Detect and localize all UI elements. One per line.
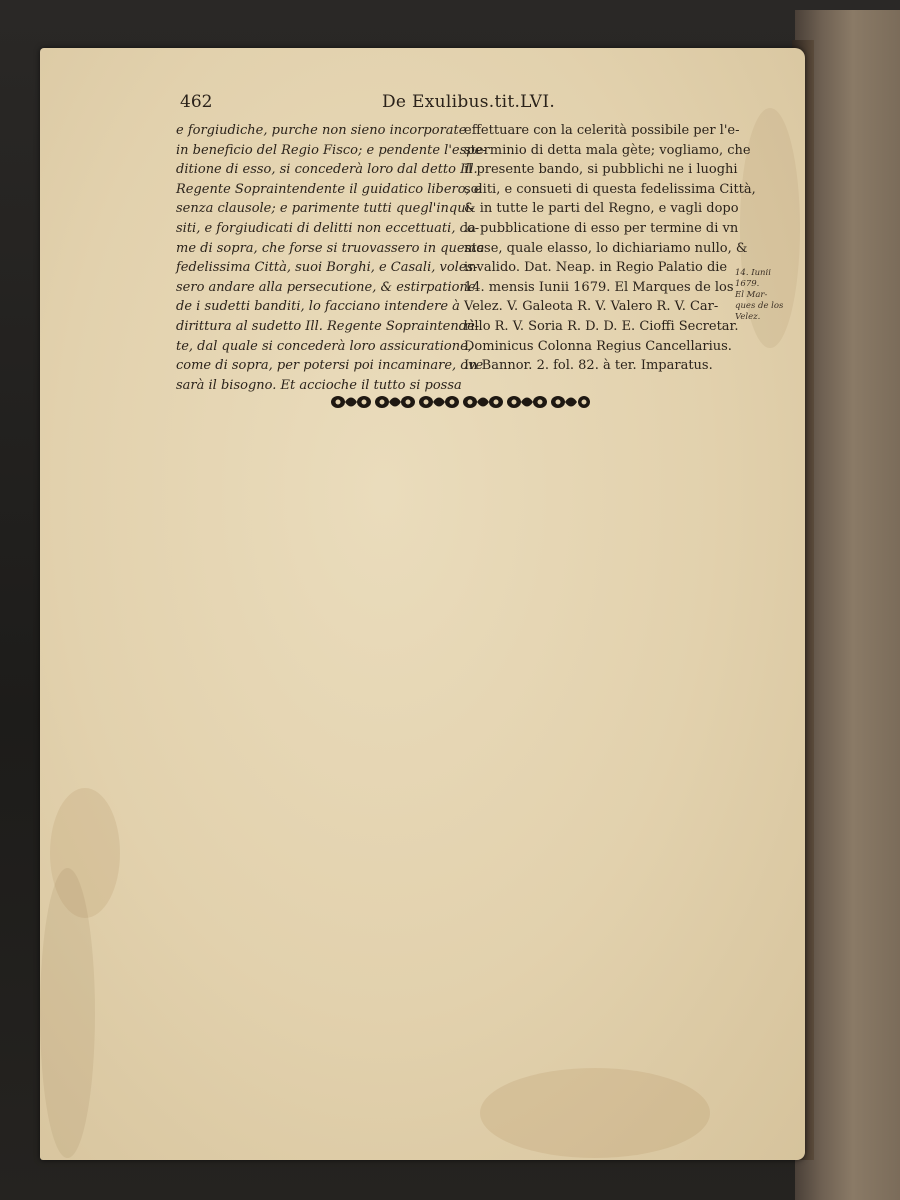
text-line: in beneficio del Regio Fisco; e pendente l'espe- (176, 142, 487, 158)
running-title: De Exulibus.tit.LVI. (382, 92, 556, 112)
text-line: Dominicus Colonna Regius Cancellarius. (464, 338, 732, 354)
left-text-column (176, 121, 487, 395)
water-stain (480, 1068, 710, 1158)
text-line: ditione di esso, si concederà loro dal detto Ill. (176, 162, 478, 178)
margin-note-line: 1679. (735, 279, 760, 289)
text-line: Regente Sopraintendente il guidatico libero, e (176, 181, 482, 197)
text-line: & in tutte le parti del Regno, e vagli dopo (464, 201, 739, 217)
text-line: sarà il bisogno. Et accioche il tutto si possa (176, 377, 462, 393)
text-line: Velez. V. Galeota R. V. Valero R. V. Car- (464, 299, 719, 315)
margin-note-line: Velez. (735, 312, 761, 322)
text-line: sero andare alla persecutione, & estirpatione (176, 279, 476, 295)
text-line: il presente bando, si pubblichi ne i luoghi (464, 162, 738, 178)
text-line: siti, e forgiudicati di delitti non eccettuati, co- (176, 220, 480, 236)
text-line: effettuare con la celerità possibile per l'e- (464, 123, 740, 138)
text-line: rillo R. V. Soria R. D. D. E. Cioffi Secretar. (464, 318, 739, 334)
text-line: soliti, e consueti di questa fedelissima Città, (464, 181, 756, 197)
text-line: senza clausole; e parimente tutti quegl'inqui- (176, 201, 475, 217)
text-line: invalido. Dat. Neap. in Regio Palatio die (464, 260, 728, 276)
text-line: la pubblicatione di esso per termine di vn (464, 220, 739, 236)
water-stain (40, 868, 95, 1158)
printer-ornament-border (328, 392, 590, 412)
marginal-note (735, 268, 787, 323)
text-line: come di sopra, per potersi poi incaminare, ove (176, 358, 484, 374)
text-line: fedelissima Città, suoi Borghi, e Casali, voles- (176, 260, 478, 276)
text-line: te, dal quale si concederà loro assicuratione, (176, 338, 472, 354)
text-line: In Bannor. 2. fol. 82. à ter. Imparatus. (464, 358, 713, 374)
text-line: e forgiudiche, purche non sieno incorporate (176, 123, 467, 138)
text-line: de i sudetti banditi, lo facciano intendere à (176, 299, 460, 315)
page-number: 462 (180, 92, 213, 112)
text-line: sterminio di detta mala gète; vogliamo, che (464, 142, 751, 158)
margin-note-line: 14. Iunii (735, 268, 771, 278)
text-line: dirittura al sudetto Ill. Regente Sopraintendè- (176, 318, 480, 334)
text-line: 14. mensis Iunii 1679. El Marques de los (464, 279, 734, 295)
text-line: mese, quale elasso, lo dichiariamo nullo, & (464, 240, 748, 256)
text-line: me di sopra, che forse si truovassero in questa (176, 240, 485, 256)
margin-note-line: ques de los (735, 301, 784, 311)
page-header (180, 92, 740, 118)
margin-note-line: El Mar- (735, 290, 768, 300)
